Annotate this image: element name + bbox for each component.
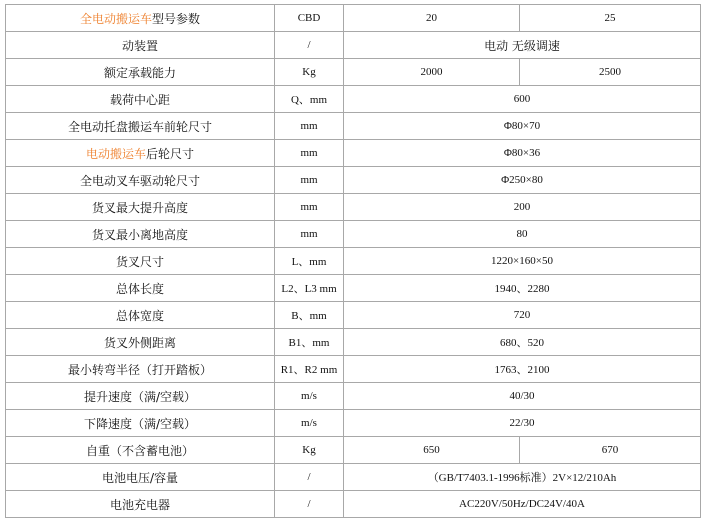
value-cell: 670 [520,437,701,464]
value-cell: Φ80×36 [344,140,701,167]
param-cell: 全电动叉车驱动轮尺寸 [6,167,275,194]
param-cell: 货叉尺寸 [6,248,275,275]
table-row [6,356,701,383]
unit-cell: mm [275,221,344,248]
table-row [6,32,701,59]
param-cell: 电池电压/容量 [6,464,275,491]
value-cell: 680、520 [344,329,701,356]
param-cell: 总体宽度 [6,302,275,329]
param-cell: 全电动搬运车型号参数 [6,5,275,32]
unit-cell: / [275,32,344,59]
table-row [6,140,701,167]
param-cell: 动装置 [6,32,275,59]
value-cell: AC220V/50Hz/DC24V/40A [344,491,701,518]
param-cell: 电动搬运车后轮尺寸 [6,140,275,167]
table-row [6,464,701,491]
table-row [6,5,701,32]
value-cell: 1220×160×50 [344,248,701,275]
unit-cell: mm [275,140,344,167]
unit-cell: mm [275,113,344,140]
param-cell: 货叉最小离地高度 [6,221,275,248]
table-row [6,194,701,221]
value-cell: 600 [344,86,701,113]
value-cell: 2000 [344,59,520,86]
table-row [6,167,701,194]
param-cell: 总体长度 [6,275,275,302]
value-cell: 40/30 [344,383,701,410]
value-cell: 80 [344,221,701,248]
highlight-link: 电动搬运车 [85,146,146,161]
table-row [6,113,701,140]
unit-cell: B、mm [275,302,344,329]
table-row [6,221,701,248]
table-row [6,383,701,410]
param-cell: 载荷中心距 [6,86,275,113]
unit-cell: L、mm [275,248,344,275]
table-row [6,275,701,302]
table-row [6,302,701,329]
spec-table [5,4,701,518]
param-cell: 电池充电器 [6,491,275,518]
unit-cell: mm [275,194,344,221]
value-cell: 25 [520,5,701,32]
value-cell: 650 [344,437,520,464]
unit-cell: L2、L3 mm [275,275,344,302]
unit-cell: / [275,491,344,518]
table-row [6,437,701,464]
unit-cell: Kg [275,437,344,464]
unit-cell: R1、R2 mm [275,356,344,383]
param-cell: 提升速度（满/空载） [6,383,275,410]
value-cell: Φ80×70 [344,113,701,140]
value-cell: （GB/T7403.1-1996标准）2V×12/210Ah [344,464,701,491]
value-cell: 200 [344,194,701,221]
unit-cell: m/s [275,410,344,437]
table-row [6,248,701,275]
table-row [6,86,701,113]
param-cell: 额定承载能力 [6,59,275,86]
value-cell: 720 [344,302,701,329]
param-cell: 货叉外侧距离 [6,329,275,356]
highlight-link: 全电动搬运车 [79,11,152,26]
unit-cell: / [275,464,344,491]
value-cell: 电动 无级调速 [344,32,701,59]
param-cell: 自重（不含蓄电池） [6,437,275,464]
unit-cell: Q、mm [275,86,344,113]
unit-cell: B1、mm [275,329,344,356]
unit-cell: CBD [275,5,344,32]
param-cell: 全电动托盘搬运车前轮尺寸 [6,113,275,140]
value-cell: 1763、2100 [344,356,701,383]
table-row [6,410,701,437]
value-cell: 20 [344,5,520,32]
unit-cell: m/s [275,383,344,410]
table-row [6,59,701,86]
table-row [6,329,701,356]
value-cell: 2500 [520,59,701,86]
value-cell: Φ250×80 [344,167,701,194]
value-cell: 22/30 [344,410,701,437]
param-cell: 货叉最大提升高度 [6,194,275,221]
unit-cell: Kg [275,59,344,86]
value-cell: 1940、2280 [344,275,701,302]
param-cell: 最小转弯半径（打开踏板） [6,356,275,383]
unit-cell: mm [275,167,344,194]
table-row [6,491,701,518]
param-cell: 下降速度（满/空载） [6,410,275,437]
